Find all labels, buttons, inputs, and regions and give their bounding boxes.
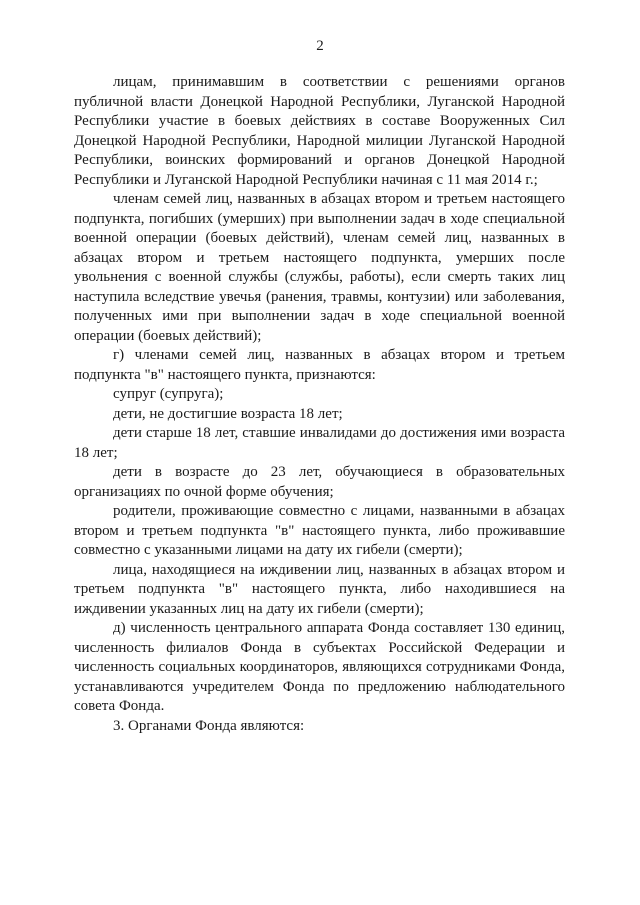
paragraph: г) членами семей лиц, названных в абзацах втором и третьем подпункта "в" настоящего пункта, признаются: [74,347,565,383]
paragraph: дети старше 18 лет, ставшие инвалидами до достижения ими возраста 18 лет; [74,425,565,461]
paragraph: дети в возрасте до 23 лет, обучающиеся в образовательных организациях по очной форме обучения; [74,464,565,500]
paragraph: дети, не достигшие возраста 18 лет; [113,405,343,422]
paragraph: лицам, принимавшим в соответствии с решениями органов публичной власти Донецкой Народной Республики, Луганской Народной Республики участие в боевых действиях в составе Вооруженных Сил Донецкой Народной Республики, Народной милиции Луганской Народной Республики, воинских формирований и органов Донецкой Народной Республики и Луганской Народной Республики начиная с 11 мая 2014 г.; [74,74,565,188]
paragraph: членам семей лиц, названных в абзацах втором и третьем настоящего подпункта, погибших (умерших) при выполнении задач в ходе специальной военной операции (боевых действий), членам семей лиц, названных в абзацах втором и третьем настоящего подпункта, умерших после увольнения с военной службы (службы, работы), если смерть таких лиц наступила вследствие увечья (ранения, травмы, контузии) или заболевания, полученных ими при выполнении задач в ходе специальной военной операции (боевых действий); [74,191,565,344]
paragraph: родители, проживающие совместно с лицами, названными в абзацах втором и третьем подпункта "в" настоящего пункта, либо проживавшие совместно с указанными лицами на дату их гибели (смерти); [74,503,565,558]
page-number: 2 [316,38,324,54]
paragraph: супруг (супруга); [113,386,224,402]
paragraph: 3. Органами Фонда являются: [113,717,305,734]
document-body [74,73,565,736]
paragraph: лица, находящиеся на иждивении лиц, названных в абзацах втором и третьем подпункта "в" настоящего пункта, либо находившиеся на иждивении указанных лиц на дату их гибели (смерти); [74,561,565,617]
paragraph: д) численность центрального аппарата Фонда составляет 130 единиц, численность филиалов Фонда в субъектах Российской Федерации и численность социальных координаторов, являющихся сотрудниками Фонда, устанавливаются учредителем Фонда по предложению наблюдательного совета Фонда. [74,620,565,714]
